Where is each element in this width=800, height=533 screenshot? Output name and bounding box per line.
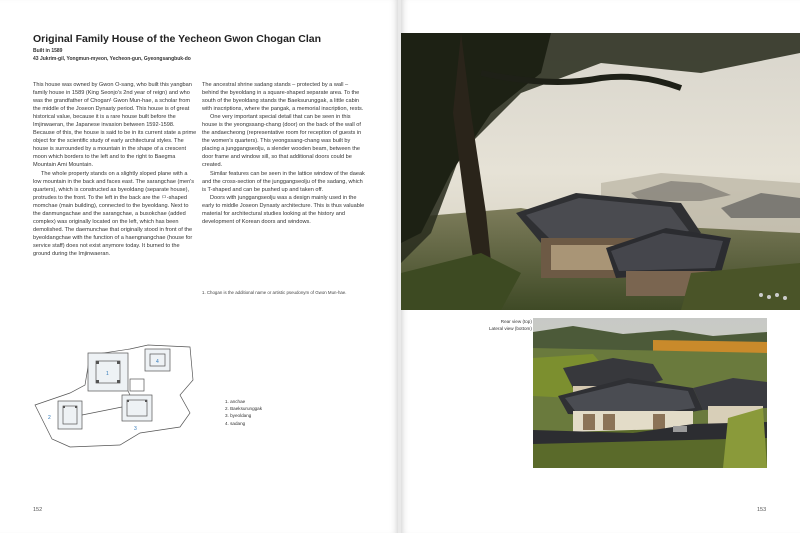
paragraph: This house was owned by Gwon O-sang, who built this yangban family house in 1589 (King Seonjo's 2nd year of reign) and who was the grandfather of Chogan¹ Gwon Mun-hae, a scholar from the middle of the Joseon Dynasty period. This house is of great historical value, because it is a rare house built before the Imjinwaeran, the Japanese invasion between 1592-1598. Because of this, the house is said to be in its current state a prime object for the scientific study of early architectural styles. The house is surrounded by a mountain in the shape of a crescent moon which borders to the left and to the right to Baegma Mountain Ami Mountain.	[33, 82, 197, 169]
text-column-2	[202, 81, 366, 226]
plan-label-3: 3	[134, 426, 137, 432]
legend-item: 1. anchae	[225, 399, 246, 404]
legend-item: 4. sadang	[225, 420, 246, 426]
plan-legend	[225, 398, 262, 427]
caption-line: Lateral view (bottom)	[489, 325, 532, 331]
paragraph: The whole property stands on a slightly sloped plane with a low mountain in the back and faces east. The sarangchae (men's quarters), which is constructed as byeoldang (separate house), protrudes to the front. To the left in the back are the ㅁ-shaped momchae (main building), connected to the byeoldang. Next to the danmungachae and the sarangchae, a busokchae (added complex) was originally located on the left, which has been demolished. The daemunchae that originally stood in front of the byeoldangchae with the function of a haengnangchae (house for service staff) does not exist anymore today. It burned to the ground during the Imjinwaeran.	[33, 170, 195, 257]
page-number-right: 153	[757, 507, 767, 513]
footnote: 1. Chogan is the additional name or artistic pseudonym of Gwon Mun-hae.	[202, 290, 347, 295]
text-column-1	[33, 81, 197, 258]
plan-label-4: 4	[156, 359, 159, 365]
legend-item: 3. byeoldang	[225, 413, 252, 419]
paragraph: Similar features can be seen in the lattice window of the daeak and the cross-section of the junggangseolju of the sadang, which is T-shaped and can be pushed up and taken off.	[202, 170, 365, 193]
hanok-lateral-view-image	[533, 318, 767, 468]
paragraph: The ancestral shrine sadang stands – protected by a wall – behind the byeoldang in a square-shaped separate area. To the south of the byeoldang stands the Baeksurunggak, a little cabin with inscriptions, where the pangak, a memorial inscription, rests.	[202, 82, 364, 113]
floor-plan	[30, 335, 220, 455]
legend-item: 2. Baeksurunggak	[225, 406, 263, 412]
photo-caption	[489, 319, 532, 333]
lateral-view-photo	[533, 318, 767, 468]
address: 43 Jukrim-gil, Yongmun-myeon, Yecheon-gun, Gyeongsangbuk-do	[33, 56, 191, 62]
plan-label-2: 2	[48, 415, 51, 421]
paragraph: One very important special detail that can be seen in this house is the yeongssang-chang (door) on the back of the wall of the andaecheong (representative room for reception of guests in the women's quarters). This yeongssang-chang was built by placing a junggangseolju, a slender wooden beam, between the door frame and window sill, so that additional doors could be created.	[202, 114, 362, 169]
plan-label-1: 1	[106, 371, 109, 377]
paragraph: Doors with junggangseolju was a design mainly used in the early to middle Joseon Dynasty architecture. This is thus valuable material for architectural studies looking at the history and development of Korean doors and windows.	[202, 194, 365, 225]
hanok-rear-view-image	[401, 33, 800, 310]
built-date: Built in 1589	[33, 48, 63, 54]
right-page	[401, 0, 800, 533]
left-page	[0, 0, 398, 533]
rear-view-photo	[401, 33, 800, 310]
page-title: Original Family House of the Yecheon Gwon Chogan Clan	[33, 33, 322, 45]
page-number-left: 152	[33, 507, 43, 513]
caption-line: Rear view (top)	[500, 319, 532, 324]
